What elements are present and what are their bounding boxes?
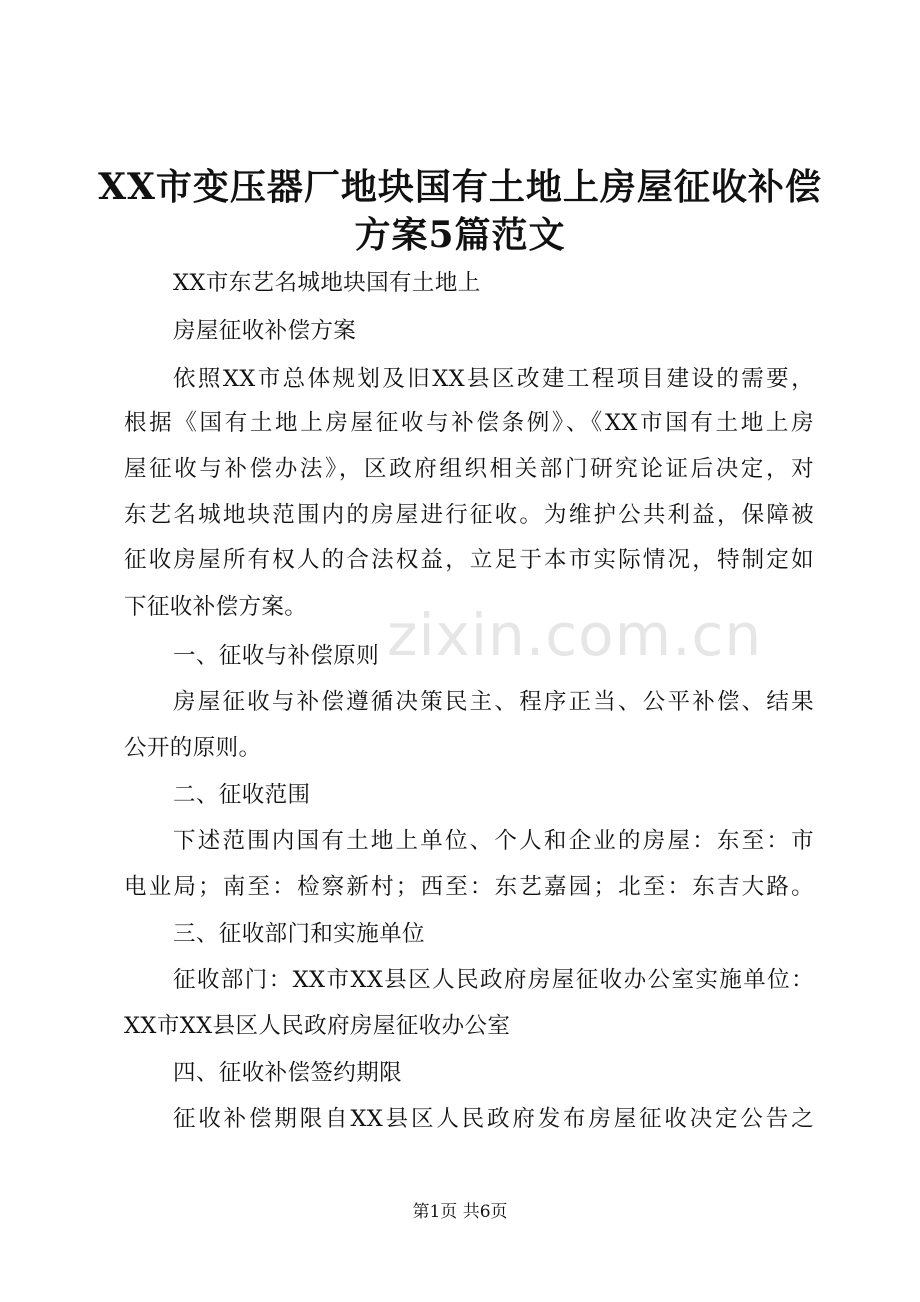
- page-footer: 第1页 共6页: [412, 1202, 508, 1222]
- watermark: zixin.com.cn: [387, 601, 763, 669]
- paragraph-line: 征收补偿期限自XX县区人民政府发布房屋征收决定公告之: [173, 1106, 814, 1132]
- paragraph-line: 公开的原则。: [124, 735, 262, 761]
- paragraph-line: 征收房屋所有权人的合法权益，立足于本市实际情况，特制定如: [124, 547, 814, 573]
- document-title-line-1: XX市变压器厂地块国有土地上房屋征收补偿: [98, 166, 822, 208]
- paragraph-line: 房屋征收与补偿遵循决策民主、程序正当、公平补偿、结果: [173, 689, 814, 715]
- section-heading: 二、征收范围: [173, 782, 311, 808]
- paragraph-line: 东艺名城地块范围内的房屋进行征收。为维护公共利益，保障被: [124, 502, 814, 528]
- section-heading: 三、征收部门和实施单位: [173, 921, 425, 947]
- paragraph-line: 屋征收与补偿办法》，区政府组织相关部门研究论证后决定，对: [124, 456, 814, 482]
- paragraph-line: 下征收补偿方案。: [124, 594, 308, 620]
- paragraph-line: 依照XX市总体规划及旧XX县区改建工程项目建设的需要，: [173, 366, 814, 392]
- paragraph-line: 征收部门：XX市XX县区人民政府房屋征收办公室实施单位：: [173, 967, 814, 993]
- section-heading: 四、征收补偿签约期限: [173, 1060, 403, 1086]
- paragraph-line: 房屋征收补偿方案: [173, 318, 357, 344]
- paragraph-line: 电业局；南至：检察新村；西至：东艺嘉园；北至：东吉大路。: [124, 874, 814, 900]
- document-title-line-2: 方案5篇范文: [354, 214, 566, 256]
- paragraph-line: XX市XX县区人民政府房屋征收办公室: [124, 1013, 511, 1039]
- paragraph-line: 下述范围内国有土地上单位、个人和企业的房屋：东至：市: [173, 828, 814, 854]
- paragraph-line: 根据《国有土地上房屋征收与补偿条例》、《XX市国有土地上房: [124, 410, 814, 436]
- section-heading: 一、征收与补偿原则: [173, 643, 380, 669]
- paragraph-line: XX市东艺名城地块国有土地上: [173, 270, 481, 296]
